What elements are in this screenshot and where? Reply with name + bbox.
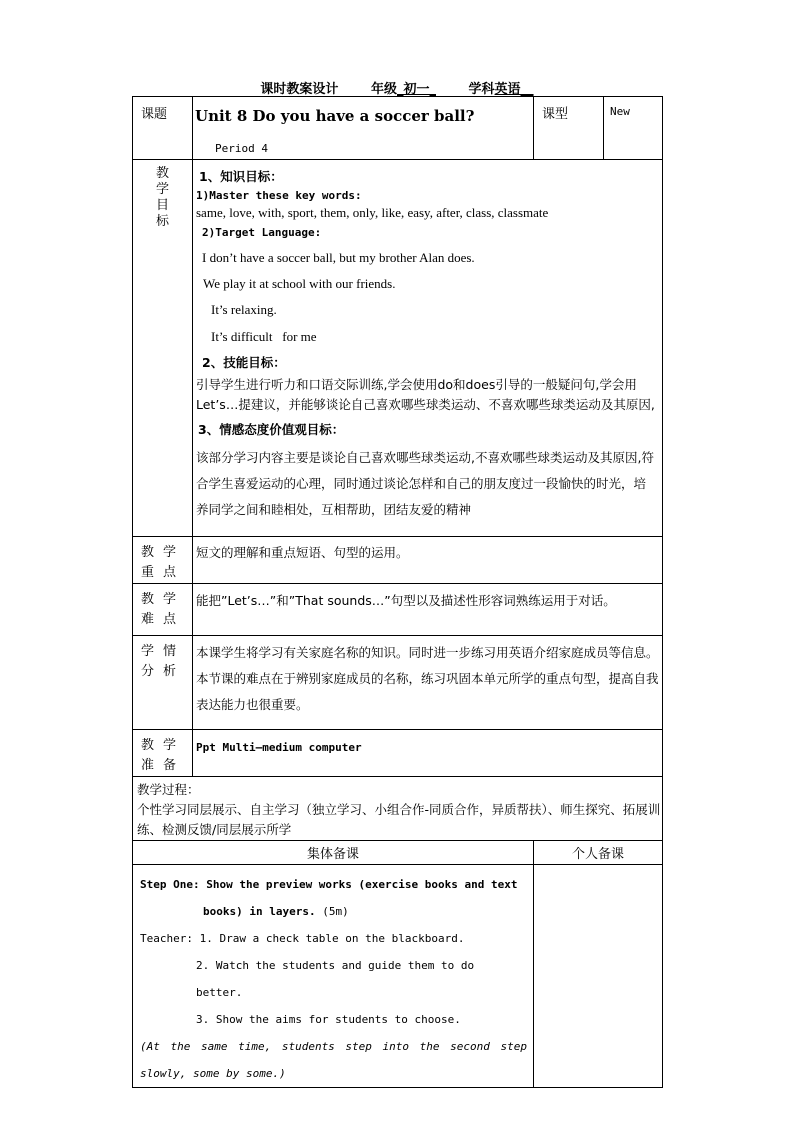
- preparation-label: 教学准备: [133, 730, 193, 777]
- key-points-text: 短文的理解和重点短语、句型的运用。: [193, 537, 663, 584]
- document-title: 课时教案设计: [260, 82, 339, 97]
- teacher-step-2: 2. Watch the students and guide them to do better.: [196, 959, 475, 999]
- objectives-row: [133, 160, 663, 537]
- knowledge-heading: 1、知识目标：: [199, 169, 283, 184]
- difficulties-row: [133, 584, 663, 636]
- skill-text: 引导学生进行听力和口语交际训练,学会使用do和does引导的一般疑问句,学会用Let’s…提建议，并能够谈论自己喜欢哪些球类运动、不喜欢哪些球类运动及其原因,: [196, 377, 655, 412]
- type-label: 课型: [534, 97, 604, 160]
- process-text: 个性学习同层展示、自主学习（独立学习、小组合作-同质合作，异质帮扶）、师生探究、拓展训练、检测反馈/同层展示所学: [137, 802, 661, 837]
- analysis-label: 学情分析: [133, 636, 193, 730]
- key-points-label: 教学重点: [133, 537, 193, 584]
- emotion-text: 该部分学习内容主要是谈论自己喜欢哪些球类运动,不喜欢哪些球类运动及其原因,符合学生喜爱运动的心理，同时通过谈论怎样和自己的朋友度过一段愉快的时光，培养同学之间和睦相处，互相帮助，团结友爱的精神: [196, 450, 654, 517]
- process-title: 教学过程：: [137, 782, 200, 797]
- personal-notes-cell[interactable]: [534, 865, 663, 1088]
- lesson-row: [133, 97, 663, 160]
- analysis-text: 本课学生将学习有关家庭名称的知识。同时进一步练习用英语介绍家庭成员等信息。本节课的难点在于辨别家庭成员的名称，练习巩固本单元所学的重点句型，提高自我表达能力也很重要。: [193, 636, 663, 730]
- type-value: New: [604, 97, 663, 160]
- sentence-2: We play it at school with our friends.: [203, 276, 396, 291]
- teacher-step-3: 3. Show the aims for students to choose.: [196, 1013, 461, 1026]
- students-note: (At the same time, students step into the second step slowly, some by some.): [140, 1040, 527, 1080]
- grade-value: _初一_: [396, 82, 436, 97]
- step-one-line-1: Step One: Show the preview works (exercise books and text: [140, 878, 518, 891]
- lesson-period: Period 4: [215, 142, 268, 155]
- step-one-line-2: books) in layers.: [203, 905, 316, 918]
- emotion-heading: 3、情感态度价值观目标：: [198, 422, 345, 437]
- sentence-3: It’s relaxing.: [211, 302, 277, 317]
- skill-heading: 2、技能目标：: [202, 355, 286, 370]
- personal-header: 个人备课: [534, 841, 663, 865]
- preparation-row: [133, 730, 663, 777]
- sentence-4: It’s difficult for me: [211, 329, 317, 344]
- target-language-title: 2)Target Language:: [202, 226, 322, 239]
- grade-label: 年级: [370, 82, 397, 97]
- steps-row: [133, 865, 663, 1088]
- sentence-1: I don’t have a soccer ball, but my brother Alan does.: [202, 250, 475, 265]
- lesson-title-cell: [193, 97, 534, 160]
- process-cell: [133, 777, 663, 841]
- lesson-title: Unit 8 Do you have a soccer ball?: [195, 107, 475, 125]
- document-heading: [0, 78, 794, 97]
- lesson-label: 课题: [133, 97, 193, 160]
- key-words-title: 1)Master these key words:: [196, 189, 362, 202]
- subject-label: 学科: [468, 82, 495, 97]
- preparation-text: Ppt Multi—medium computer: [193, 730, 663, 777]
- steps-cell: [133, 865, 534, 1088]
- collective-header: 集体备课: [133, 841, 534, 865]
- objectives-label-cell: [133, 160, 193, 537]
- key-points-row: [133, 537, 663, 584]
- difficulties-label: 教学难点: [133, 584, 193, 636]
- lesson-plan-table: [132, 96, 663, 1088]
- column-header-row: [133, 841, 663, 865]
- difficulties-text: 能把”Let’s…”和”That sounds…”句型以及描述性形容词熟练运用于对话。: [193, 584, 663, 636]
- analysis-row: [133, 636, 663, 730]
- objectives-content: [193, 160, 663, 537]
- subject-value: 英语__: [494, 82, 534, 97]
- key-words-list: same, love, with, sport, them, only, like, easy, after, class, classmate: [196, 205, 549, 220]
- teacher-step-1: Teacher: 1. Draw a check table on the blackboard.: [140, 932, 465, 945]
- process-row: [133, 777, 663, 841]
- step-one-time: (5m): [315, 905, 349, 918]
- objectives-label: 教学目标: [156, 166, 170, 229]
